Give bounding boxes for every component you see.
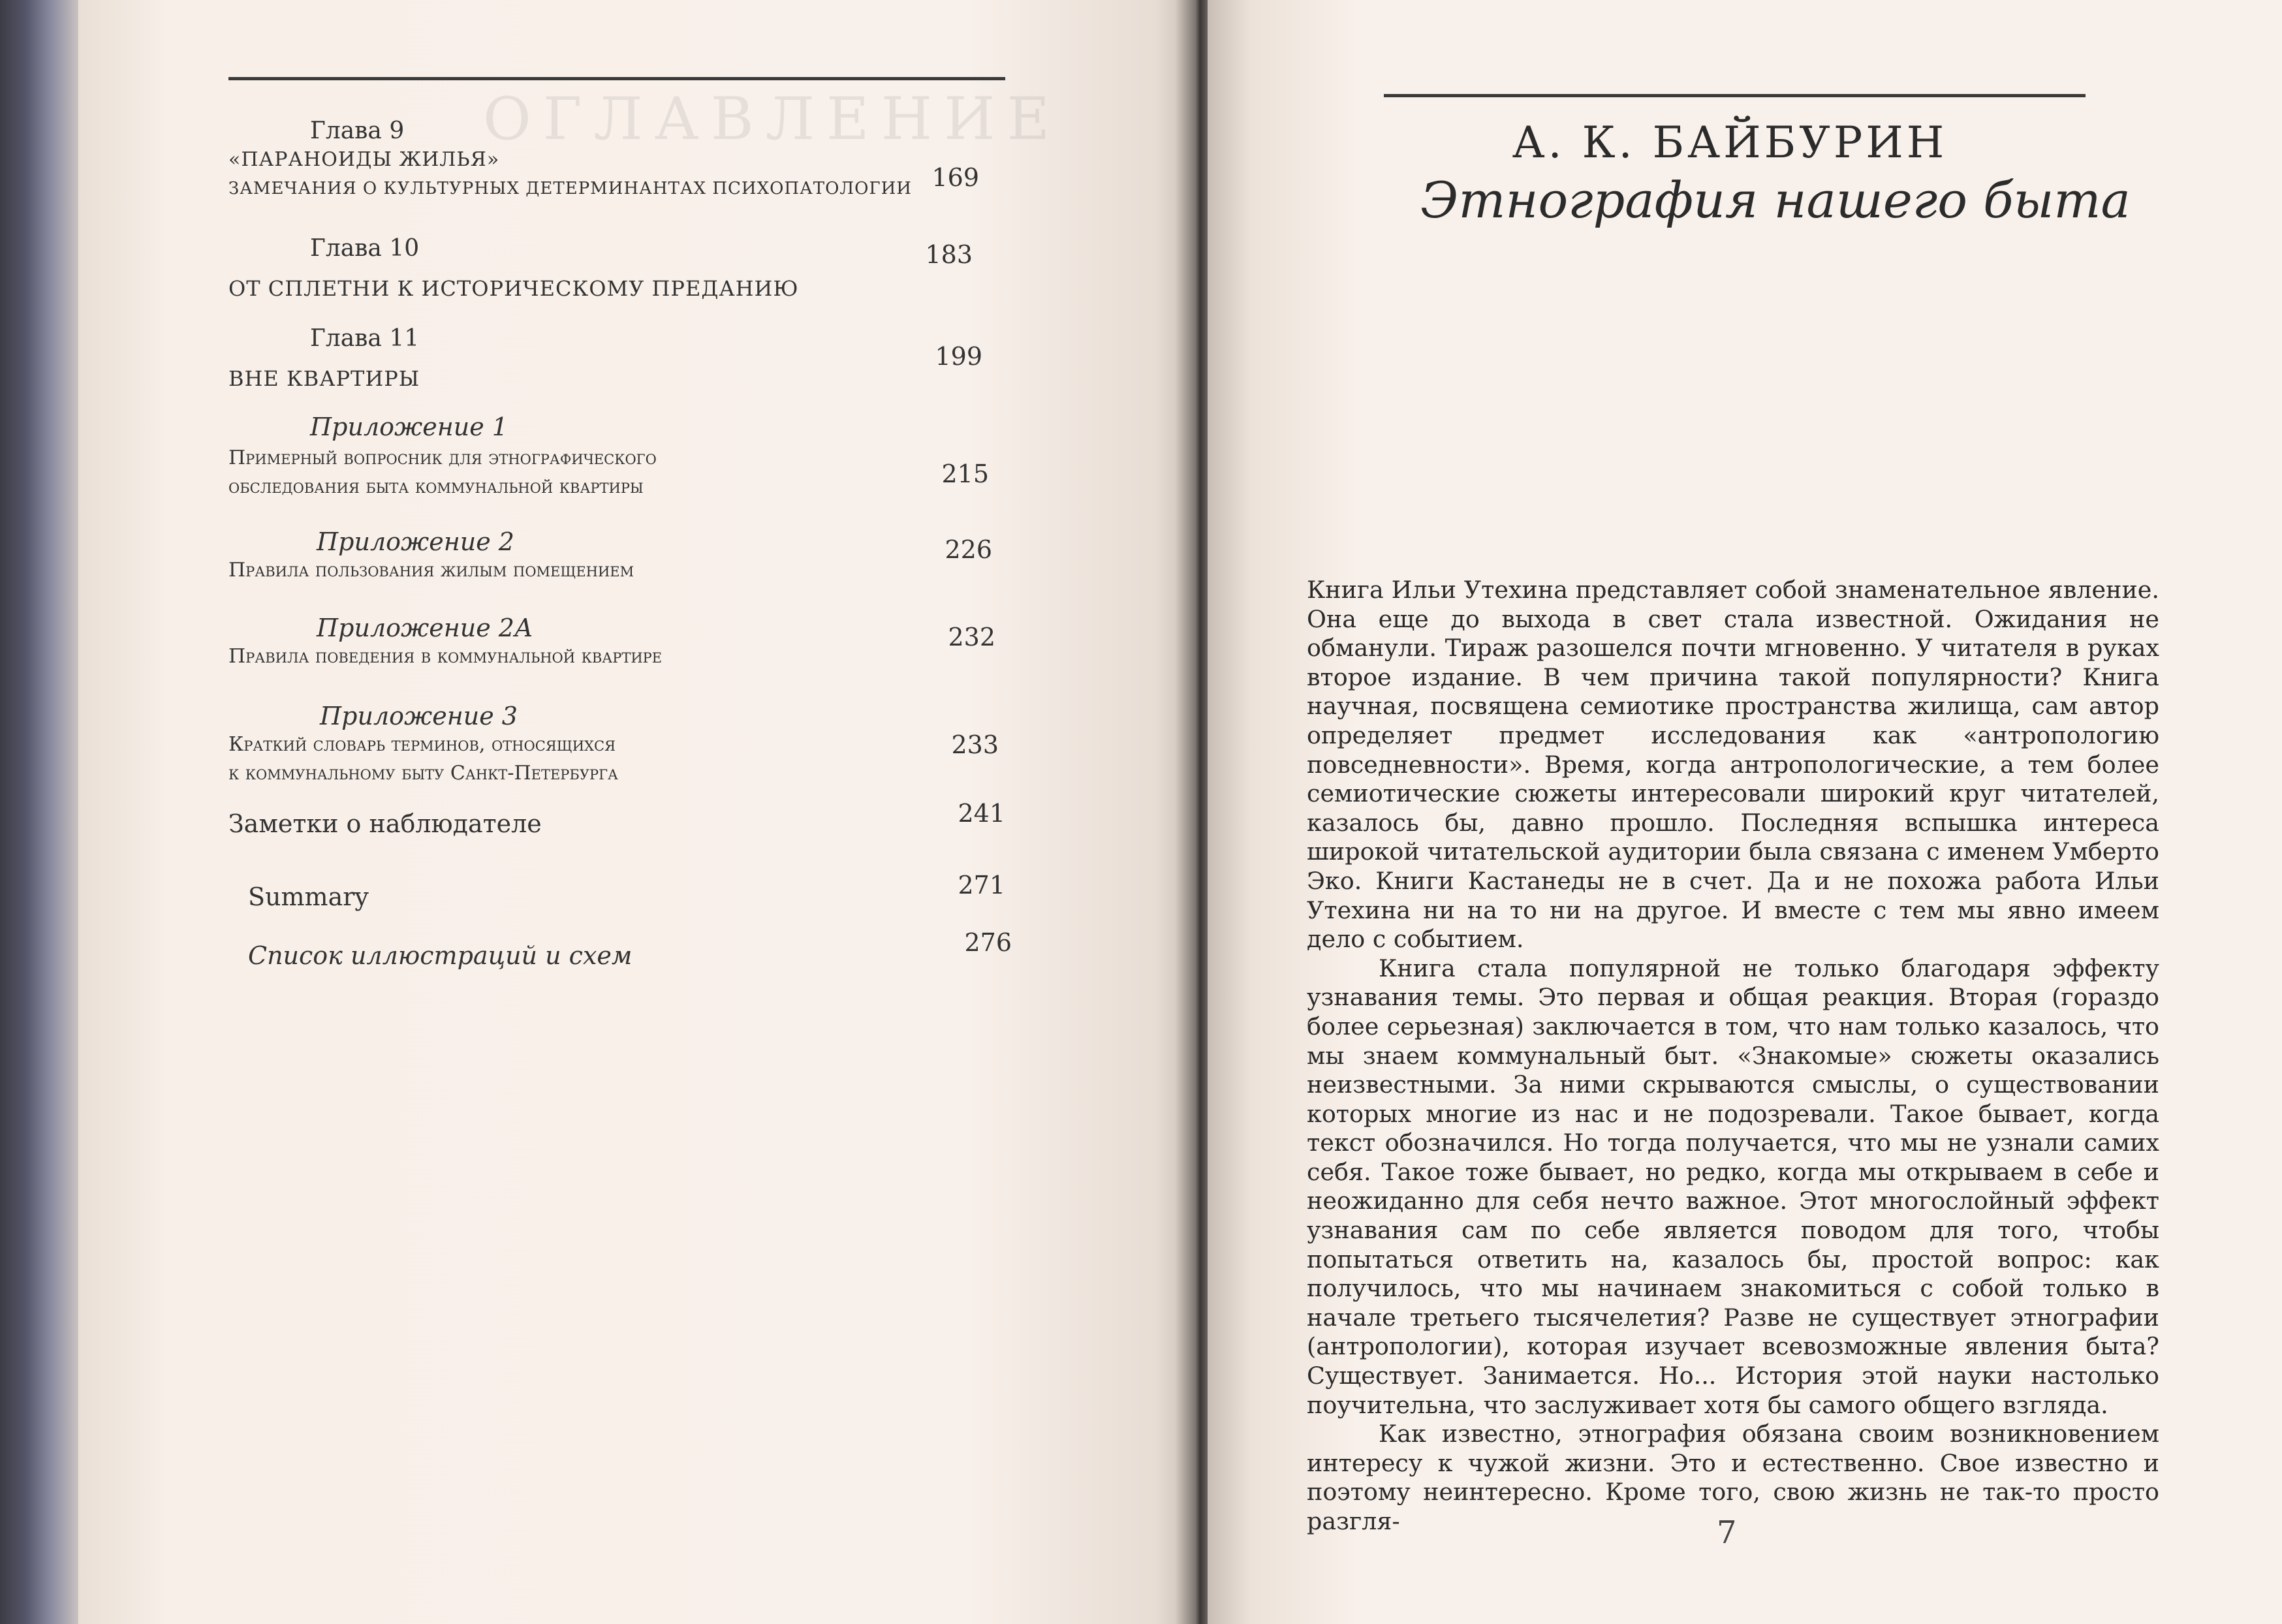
toc-entry [228,527,1097,585]
appendix-title-line1: Примерный вопросник для этнографического [228,446,657,469]
book-cover-edge [0,0,85,1624]
chapter-label: Глава 11 [310,325,420,352]
appendix-label: Приложение 2А [317,614,533,642]
chapter-label: Глава 10 [310,235,420,262]
chapter-subtitle: ЗАМЕЧАНИЯ О КУЛЬТУРНЫХ ДЕТЕРМИНАНТАХ ПСИХОПАТОЛОГИИ [228,179,912,198]
paragraph: Как известно, этнография обязана своим возникновением интересу к чужой жизни. Это и естественно. Свое известно и поэтому неинтересно. Кроме того, свою жизнь не так-то просто разгля- [1307,1420,2159,1535]
bleed-through-text: ОГЛАВЛЕНИЕ [483,85,1062,153]
header-rule [228,77,1005,80]
page-number: 169 [931,163,979,192]
appendix-label: Приложение 3 [320,702,518,730]
author-name: А. К. БАЙБУРИН [1512,117,1948,168]
chapter-title: ВНЕ КВАРТИРЫ [228,366,420,391]
section-title: Summary [248,882,369,911]
toc-entry [228,799,1097,838]
toc-entry [228,871,1097,911]
page-number: 226 [945,535,992,564]
appendix-title-line1: Краткий словарь терминов, относящихся [228,733,616,756]
appendix-title: Правила поведения в коммунальной квартире [228,645,663,668]
chapter-label: Глава 9 [310,117,405,144]
appendix-title: Правила пользования жилым помещением [228,559,634,582]
paragraph: Книга Ильи Утехина представляет собой знаменательное явление. Она еще до выхода в свет стала известной. Ожидания не обманули. Тираж разошелся почти мгновенно. У читателя в руках второе издание. В чем причина такой популярности? Книга научная, посвящена семиотике пространства жилища, сам автор определяет предмет исследования как «антропологию повседневности». Время, когда антропологические, а тем более семиотические сюжеты интересовали широкий круг читателей, казалось бы, давно прошло. Последняя вспышка интереса широкой читательской аудитории была связана с именем Умберто Эко. Книги Кастанеды не в счет. Да и не похожа работа Ильи Утехина ни на то ни на другое. И вместе с тем мы явно имеем дело с событием. [1307,576,2159,954]
page-number: 233 [951,730,999,759]
article-title: Этнография нашего быта [1420,171,2131,229]
appendix-label: Приложение 1 [310,413,508,441]
chapter-title: ОТ СПЛЕТНИ К ИСТОРИЧЕСКОМУ ПРЕДАНИЮ [228,276,799,301]
toc-entry [228,325,1097,391]
paragraph: Книга стала популярной не только благодаря эффекту узнавания темы. Это первая и общая реакция. Вторая (гораздо более серьезная) заключается в том, что нам только казалось, что мы знаем коммунальный быт. «Знакомые» сюжеты оказались неизвестными. За ними скрываются смыслы, о существовании которых многие из нас и не подозревали. Такое бывает, когда текст обозначился. Но тогда получается, что мы не узнали самих себя. Такое тоже бывает, но редко, когда мы открываем в себе и неожиданно для себя нечто важное. Этот многослойный эффект узнавания сам по себе является поводом для того, чтобы попытаться ответить на, казалось бы, простой вопрос: как получилось, что мы начинаем знакомиться с собой только в начале третьего тысячелетия? Разве не существует этнографии (антропологии), которая изучает всевозможные явления быта? Существует. Занимается. Но... История этой науки настолько поучительна, что заслуживает хотя бы самого общего взгляда. [1307,954,2159,1419]
page-number: 199 [935,342,982,371]
appendix-label: Приложение 2 [317,527,514,556]
section-title: Заметки о наблюдателе [228,809,542,838]
header-rule [1384,94,2086,97]
toc-entry [228,117,1097,198]
page-number: 241 [958,799,1005,828]
toc-entry [228,702,1097,788]
article-body [1307,576,2159,1537]
page-number: 276 [964,928,1012,957]
section-title: Список иллюстраций и схем [248,941,633,970]
toc-entry [228,235,1097,301]
chapter-title: «ПАРАНОИДЫ ЖИЛЬЯ» [228,148,500,171]
appendix-title-line2: к коммунальному быту Санкт-Петербурга [228,762,618,785]
page-number: 232 [948,623,995,651]
page-number: 215 [941,460,989,488]
page-folio: 7 [1717,1514,1737,1551]
toc-entry [228,614,1097,671]
page-number: 271 [958,871,1005,899]
appendix-title-line2: обследования быта коммунальной квартиры [228,475,644,498]
toc-entry [228,928,1097,970]
page-number: 183 [925,240,973,269]
toc-entry [228,413,1097,501]
